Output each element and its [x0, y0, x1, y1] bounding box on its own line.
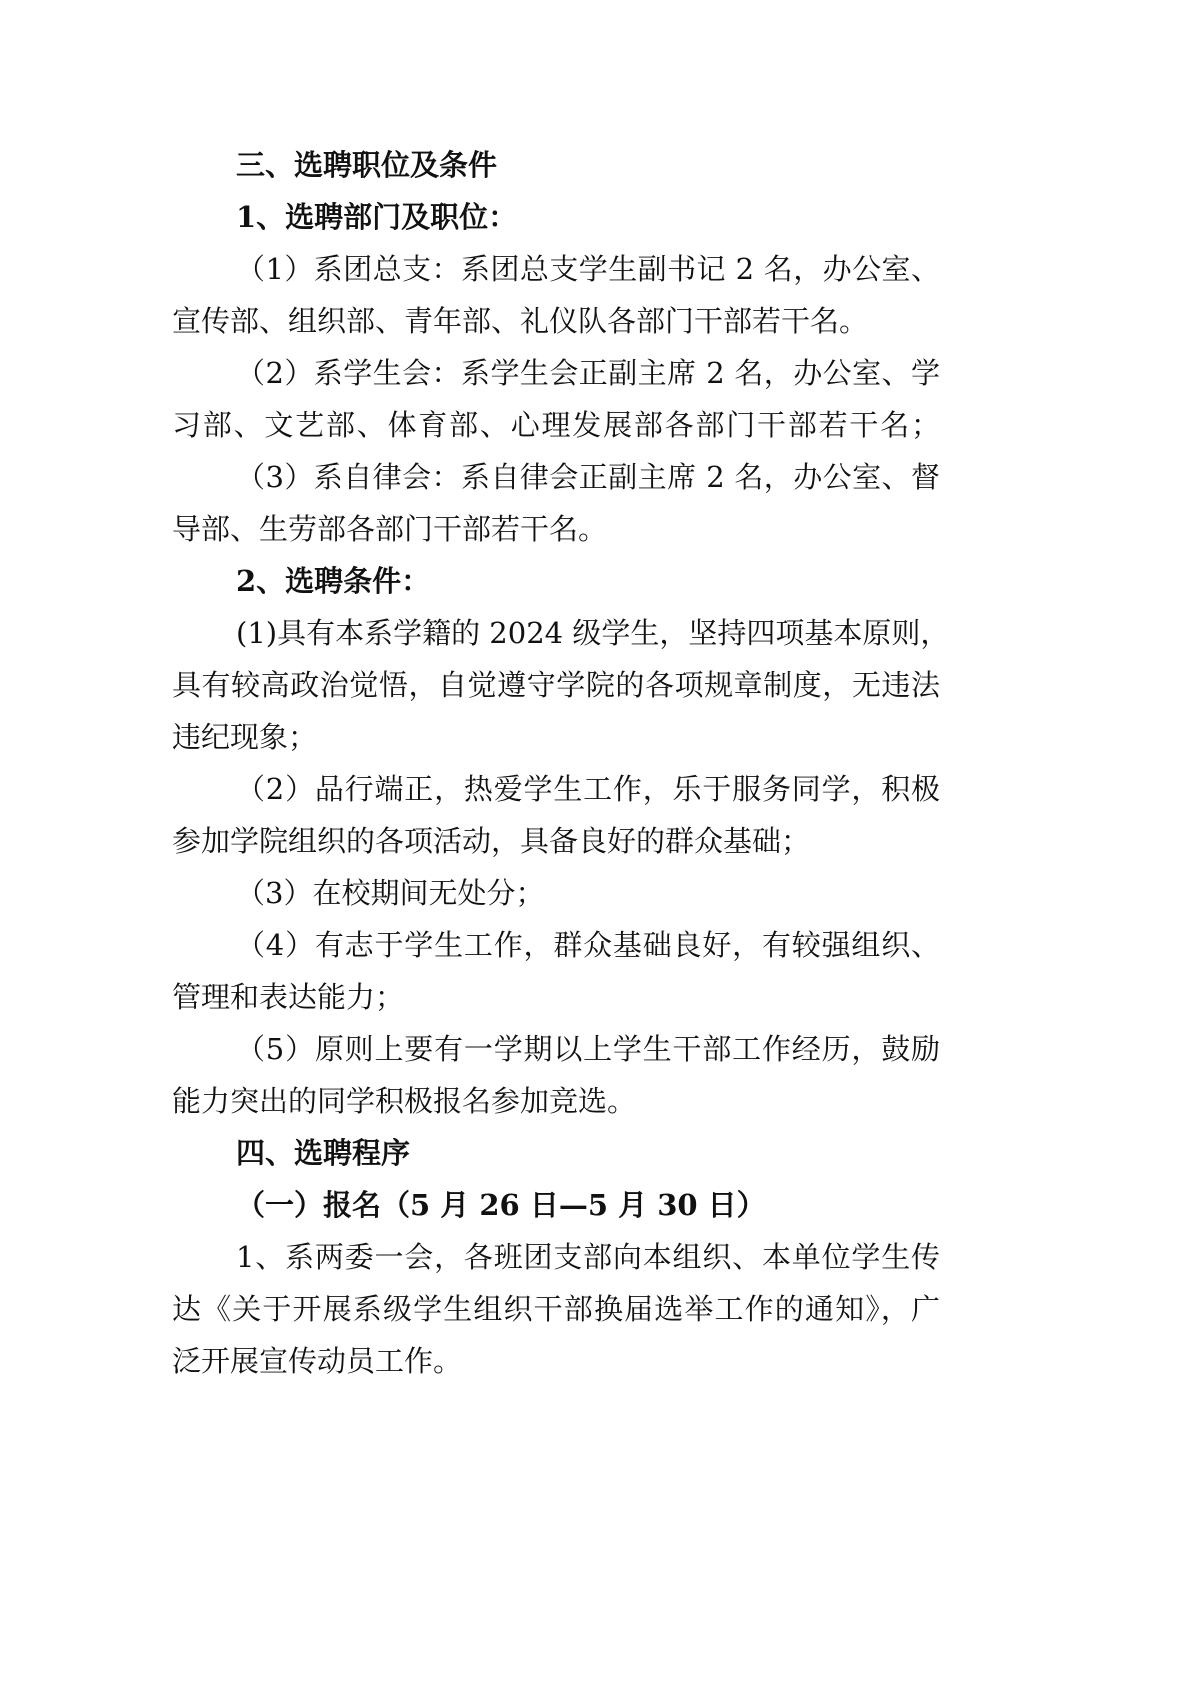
subsection-heading: 1、选聘部门及职位： [236, 200, 518, 234]
paragraph-line: （3）在校期间无处分； [236, 876, 545, 910]
paragraph-line: （2）系学生会：系学生会正副主席 2 名，办公室、学 [236, 356, 940, 390]
paragraph [172, 243, 940, 347]
paragraph-line: 宣传部、组织部、青年部、礼仪队各部门干部若干名。 [172, 304, 869, 338]
section-heading: 四、选聘程序 [236, 1136, 411, 1170]
subsection-heading: 2、选聘条件： [236, 564, 431, 598]
paragraph-line: 能力突出的同学积极报名参加竞选。 [172, 1084, 637, 1118]
paragraph [172, 1023, 940, 1127]
paragraph-line: 1、系两委一会，各班团支部向本组织、本单位学生传 [236, 1240, 940, 1274]
subsection-heading: （一）报名（5 月 26 日—5 月 30 日） [236, 1188, 766, 1222]
paragraph [172, 763, 940, 867]
paragraph [172, 451, 940, 555]
paragraph-line: （4）有志于学生工作，群众基础良好，有较强组织、 [236, 928, 940, 962]
paragraph-line: 管理和表达能力； [172, 980, 405, 1014]
paragraph [172, 867, 940, 919]
paragraph-line: 导部、生劳部各部门干部若干名。 [172, 512, 608, 546]
paragraph [172, 347, 940, 451]
paragraph [172, 607, 950, 763]
paragraph-line: 泛开展宣传动员工作。 [172, 1344, 463, 1378]
paragraph-line: 违纪现象； [172, 720, 318, 754]
paragraph-line: （3）系自律会：系自律会正副主席 2 名，办公室、督 [236, 460, 940, 494]
paragraph-line: 习部、文艺部、体育部、心理发展部各部门干部若干名； [172, 408, 940, 442]
paragraph-line: (1)具有本系学籍的 2024 级学生，坚持四项基本原则， [236, 616, 950, 650]
paragraph-line: （5）原则上要有一学期以上学生干部工作经历，鼓励 [236, 1032, 940, 1066]
section-heading: 三、选聘职位及条件 [236, 148, 498, 182]
paragraph-line: 参加学院组织的各项活动，具备良好的群众基础； [172, 824, 811, 858]
paragraph-line: 具有较高政治觉悟，自觉遵守学院的各项规章制度，无违法 [172, 668, 940, 702]
paragraph-line: （1）系团总支：系团总支学生副书记 2 名，办公室、 [236, 252, 940, 286]
paragraph-line: （2）品行端正，热爱学生工作，乐于服务同学，积极 [236, 772, 940, 806]
paragraph-line: 达《关于开展系级学生组织干部换届选举工作的通知》，广 [172, 1292, 940, 1326]
document-body [172, 139, 950, 1387]
paragraph [172, 919, 940, 1023]
paragraph [172, 1231, 940, 1387]
